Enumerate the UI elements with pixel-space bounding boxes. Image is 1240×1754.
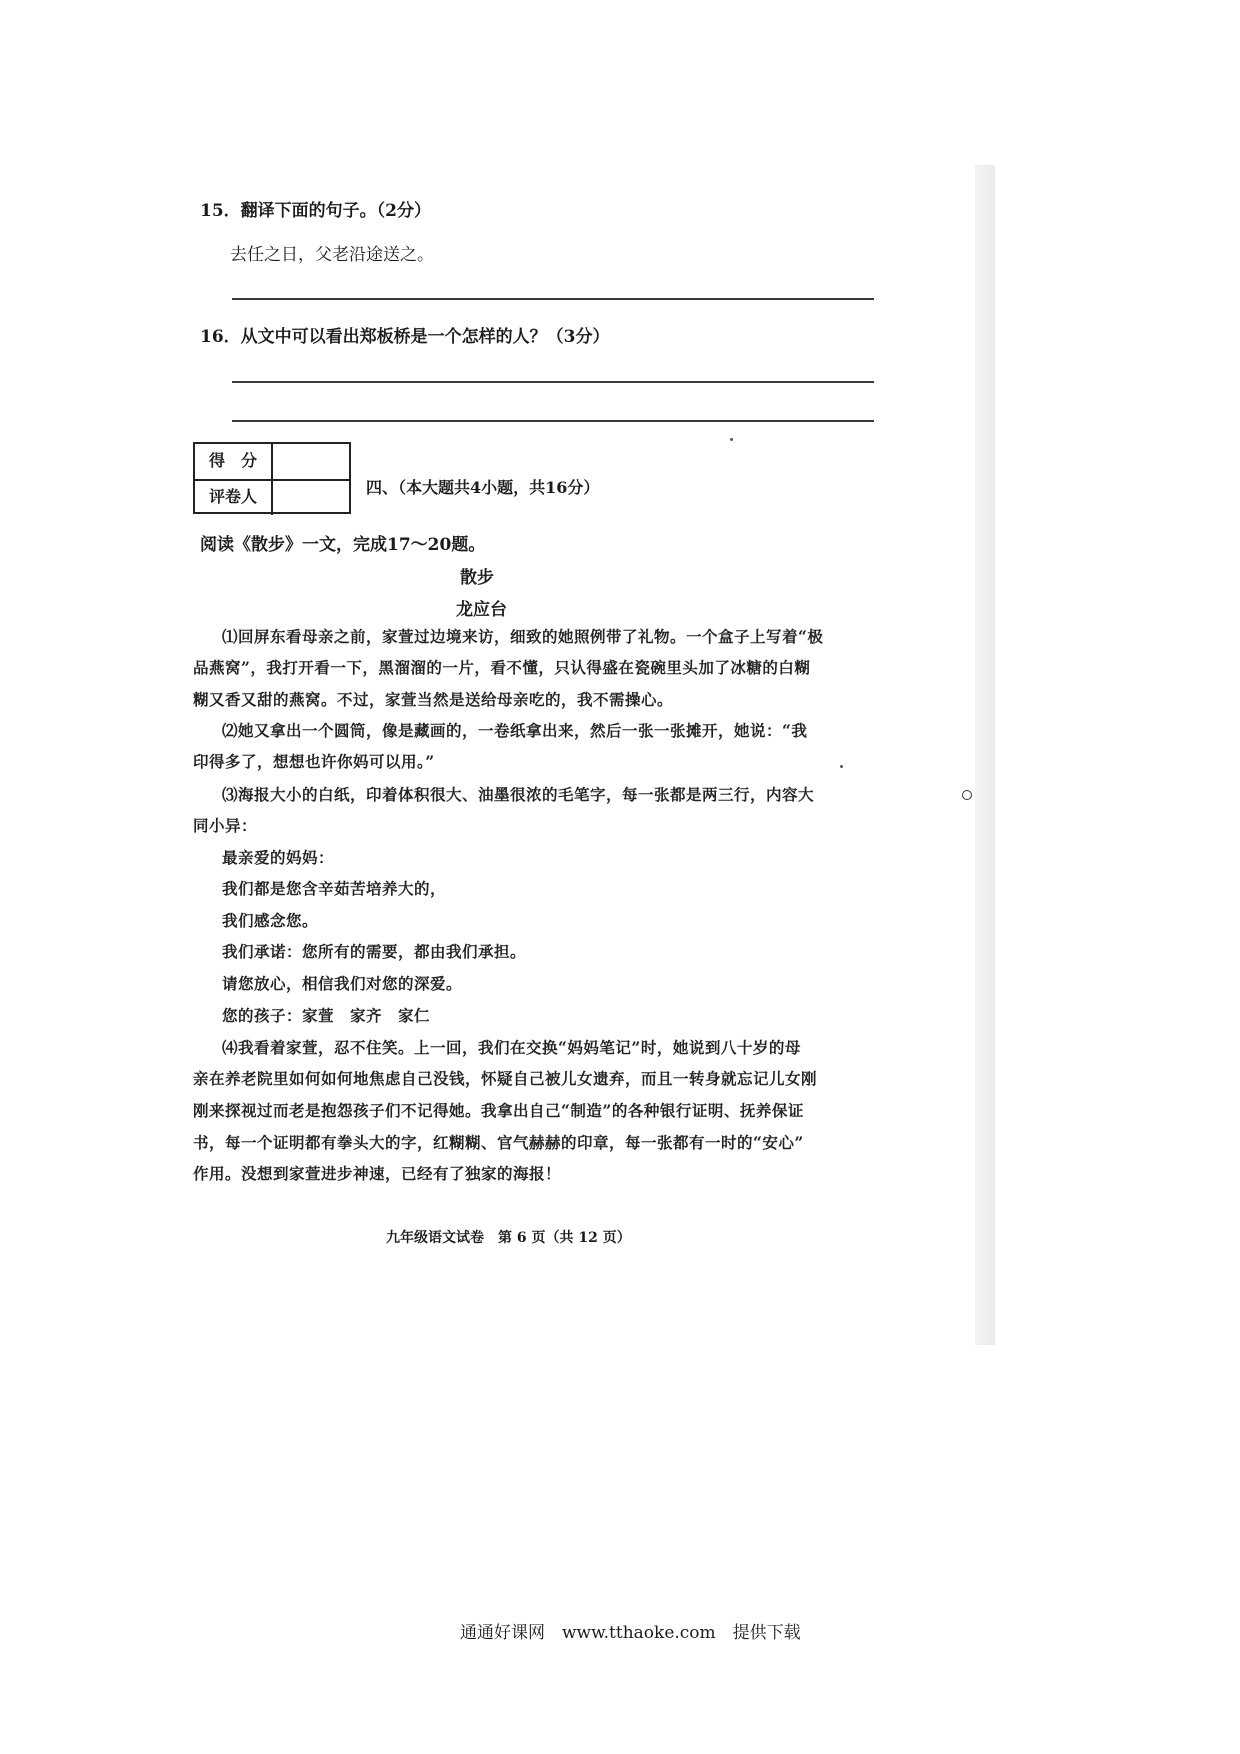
article-line: 糊又香又甜的燕窝。不过，家萱当然是送给母亲吃的，我不需操心。 <box>193 690 674 709</box>
article-line: 刚来探视过而老是抱怨孩子们不记得她。我拿出自己“制造”的各种银行证明、抚养保证 <box>193 1101 804 1120</box>
article-line: ⑶海报大小的白纸，印着体积很大、油墨很浓的毛笔字，每一张都是两三行，内容大 <box>222 785 815 804</box>
letter-line: 请您放心，相信我们对您的深爱。 <box>222 974 463 993</box>
score-table <box>193 442 351 514</box>
question-15-sentence: 去任之日，父老沿途送之。 <box>230 245 434 265</box>
article-line: ⑵她又拿出一个圆筒，像是藏画的，一卷纸拿出来，然后一张一张摊开，她说：“我 <box>222 721 808 740</box>
scan-speck <box>730 438 733 441</box>
answer-line-16a[interactable] <box>232 381 874 383</box>
answer-line-16b[interactable] <box>232 420 874 422</box>
grader-label: 评卷人 <box>195 480 273 515</box>
score-row <box>195 444 349 481</box>
section-4-heading: 四、（本大题共4小题，共16分） <box>366 478 600 497</box>
letter-line: 我们承诺：您所有的需要，都由我们承担。 <box>222 942 527 961</box>
article-line: 品燕窝”，我打开看一下，黑溜溜的一片，看不懂，只认得盛在瓷碗里头加了冰糖的白糊 <box>193 658 811 677</box>
scan-speck <box>840 765 843 768</box>
circle-mark-icon <box>962 790 972 800</box>
grader-row <box>195 480 349 515</box>
article-title: 散步 <box>460 568 494 588</box>
scan-shadow-edge <box>975 165 995 1345</box>
article-line: 亲在养老院里如何如何地焦虑自己没钱，怀疑自己被儿女遗弃，而且一转身就忘记儿女刚 <box>193 1069 818 1088</box>
download-site-footer: 通通好课网 www.tthaoke.com 提供下载 <box>460 1623 801 1643</box>
answer-line-15[interactable] <box>232 298 874 300</box>
article-line: 书，每一个证明都有拳头大的字，红糊糊、官气赫赫的印章，每一张都有一时的“安心” <box>193 1133 804 1152</box>
letter-signature: 您的孩子：家萱 家齐 家仁 <box>222 1006 431 1025</box>
article-line: 同小异： <box>193 816 258 835</box>
article-line: 印得多了，想想也许你妈可以用。” <box>193 752 435 771</box>
reading-instruction: 阅读《散步》一文，完成17～20题。 <box>200 535 486 555</box>
article-line: ⑷我看着家萱，忍不住笑。上一回，我们在交换“妈妈笔记”时，她说到八十岁的母 <box>222 1038 801 1057</box>
score-cell[interactable] <box>273 444 349 479</box>
grader-cell[interactable] <box>273 480 349 515</box>
question-15-title: 15．翻译下面的句子。（2分） <box>200 201 431 221</box>
article-author: 龙应台 <box>456 600 507 620</box>
question-16-title: 16．从文中可以看出郑板桥是一个怎样的人？（3分） <box>200 327 610 347</box>
exam-page-footer: 九年级语文试卷 第 6 页（共 12 页） <box>386 1230 631 1246</box>
score-label: 得 分 <box>195 444 273 479</box>
letter-line: 我们都是您含辛茹苦培养大的， <box>222 879 447 898</box>
letter-salutation: 最亲爱的妈妈： <box>222 848 335 867</box>
article-line: 作用。没想到家萱进步神速，已经有了独家的海报！ <box>193 1164 562 1183</box>
article-line: ⑴回屏东看母亲之前，家萱过边境来访，细致的她照例带了礼物。一个盒子上写着“极 <box>222 627 824 646</box>
letter-line: 我们感念您。 <box>222 911 319 930</box>
